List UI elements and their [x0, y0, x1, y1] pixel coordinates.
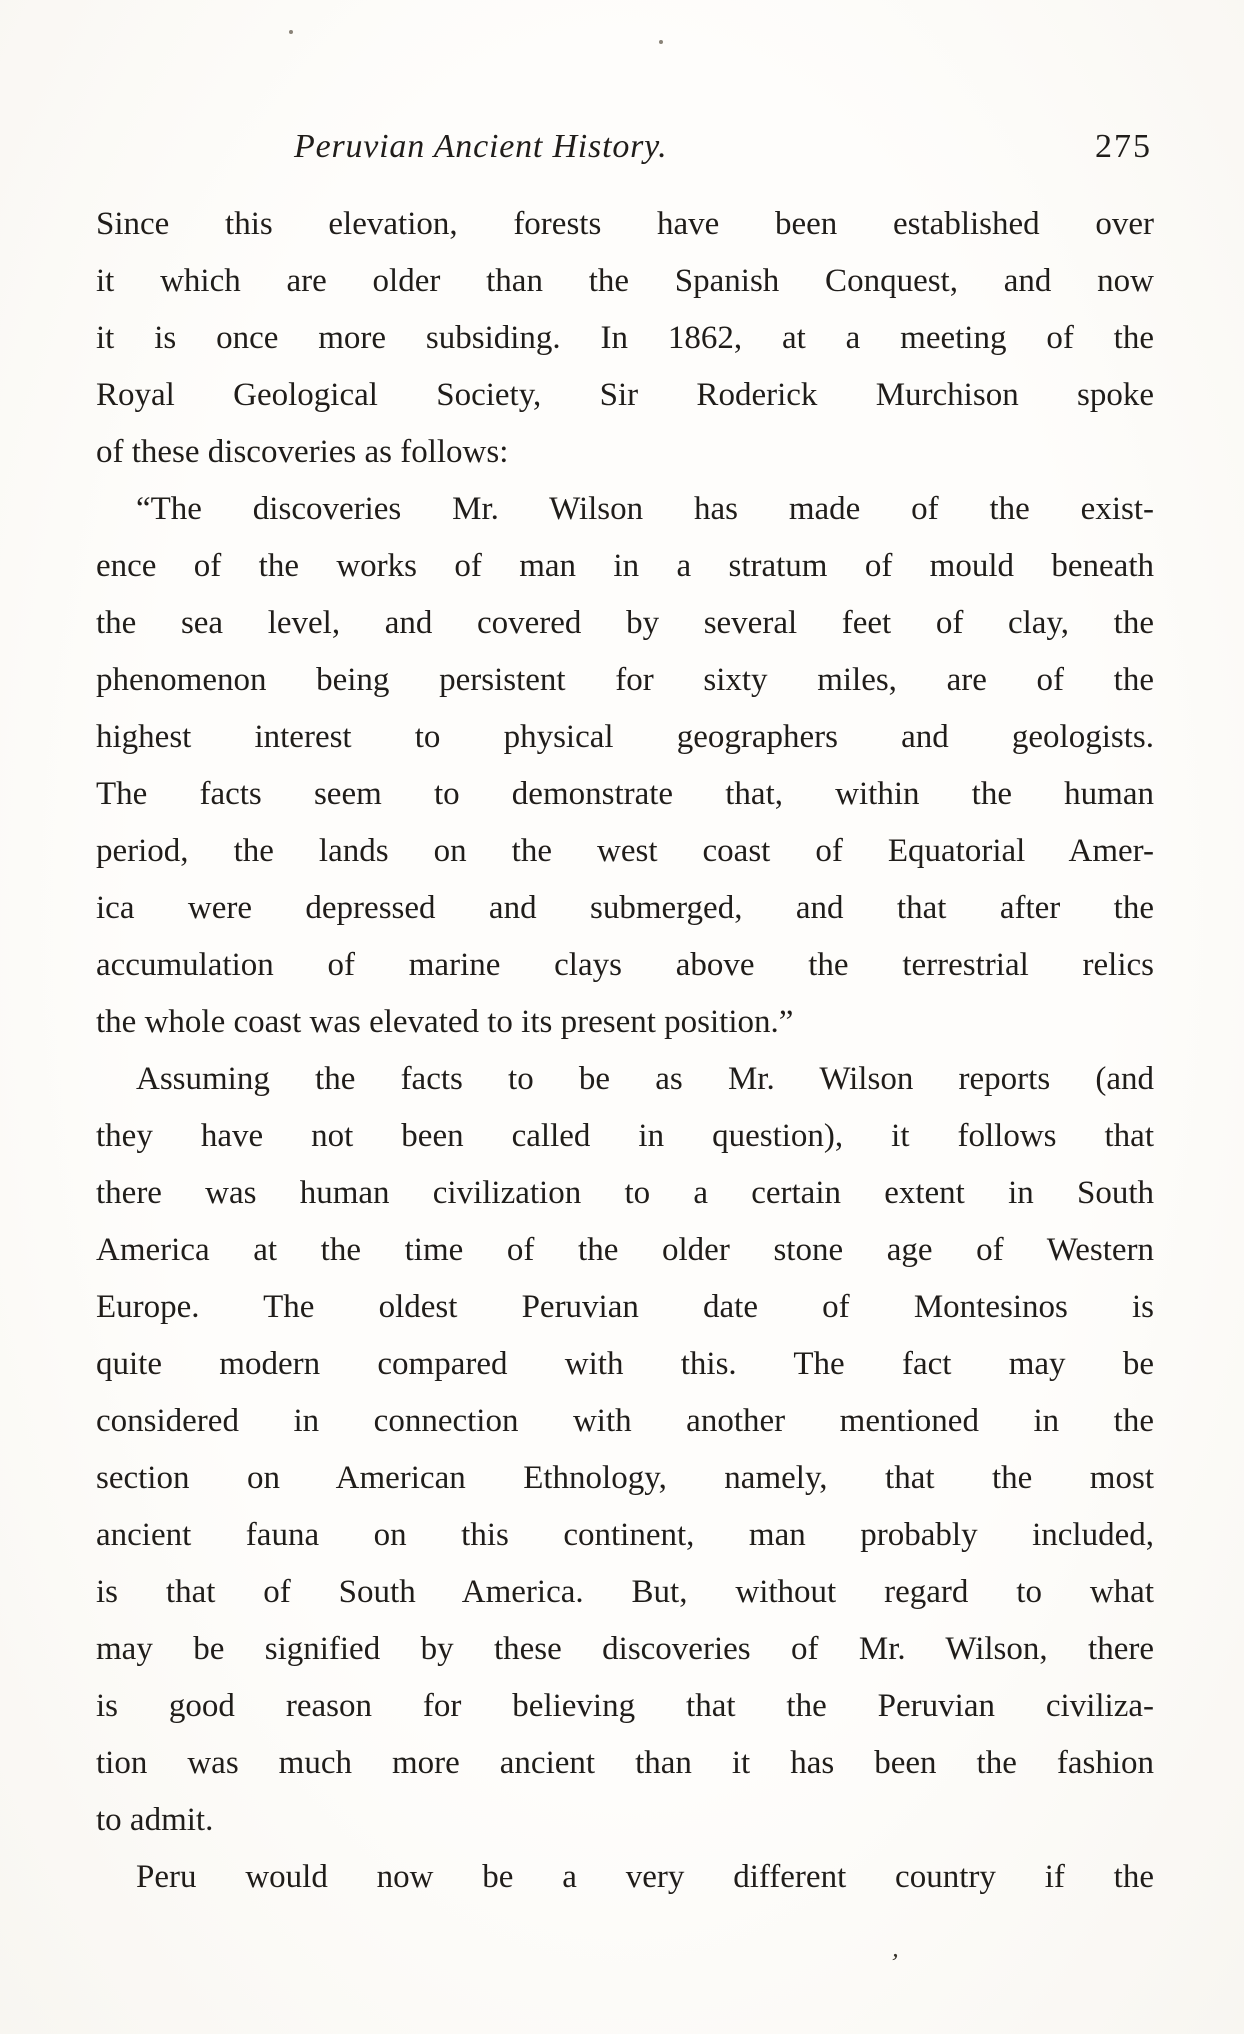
- text-line: Peru would now be a very different country if the: [136, 1859, 1154, 1895]
- text-line: quite modern compared with this. The fact may be: [96, 1346, 1154, 1382]
- text-line: may be signified by these discoveries of Mr. Wilson, there: [96, 1631, 1154, 1667]
- text-line: ica were depressed and submerged, and that after the: [96, 890, 1154, 926]
- text-line: is that of South America. But, without regard to what: [96, 1574, 1154, 1610]
- text-line: section on American Ethnology, namely, that the most: [96, 1460, 1154, 1496]
- paragraph: [96, 196, 1154, 481]
- paragraph: [96, 1051, 1154, 1849]
- paragraph: [96, 481, 1154, 1051]
- text-line: Since this elevation, forests have been established over: [96, 206, 1154, 242]
- text-line: highest interest to physical geographers and geologists.: [96, 719, 1154, 755]
- speck: [659, 40, 663, 44]
- text-line: is good reason for believing that the Peruvian civiliza-: [96, 1688, 1154, 1724]
- text-line: accumulation of marine clays above the terrestrial relics: [96, 947, 1154, 983]
- text-line: Royal Geological Society, Sir Roderick Murchison spoke: [96, 377, 1154, 413]
- text-line: Assuming the facts to be as Mr. Wilson reports (and: [136, 1061, 1154, 1097]
- running-header: [96, 128, 1154, 188]
- ink-mark: ʼ: [888, 1947, 901, 1978]
- text-line: America at the time of the older stone age of Western: [96, 1232, 1154, 1268]
- text-line: tion was much more ancient than it has been the fashion: [96, 1745, 1154, 1781]
- text-line: of these discoveries as follows:: [96, 434, 509, 470]
- paragraph: [96, 1849, 1154, 1906]
- speck: [289, 30, 293, 34]
- text-line: ence of the works of man in a stratum of mould beneath: [96, 548, 1154, 584]
- text-line: ancient fauna on this continent, man probably included,: [96, 1517, 1154, 1553]
- text-body: [96, 196, 1154, 1906]
- text-line: it is once more subsiding. In 1862, at a meeting of the: [96, 320, 1154, 356]
- text-line: the sea level, and covered by several feet of clay, the: [96, 605, 1154, 641]
- text-line: the whole coast was elevated to its present position.”: [96, 1004, 794, 1040]
- page-number: 275: [1095, 128, 1152, 165]
- text-line: it which are older than the Spanish Conquest, and now: [96, 263, 1154, 299]
- text-line: there was human civilization to a certain extent in South: [96, 1175, 1154, 1211]
- page-title: Peruvian Ancient History.: [294, 128, 668, 165]
- text-line: to admit.: [96, 1802, 214, 1838]
- text-line: The facts seem to demonstrate that, within the human: [96, 776, 1154, 812]
- text-line: phenomenon being persistent for sixty miles, are of the: [96, 662, 1154, 698]
- text-line: considered in connection with another mentioned in the: [96, 1403, 1154, 1439]
- text-line: Europe. The oldest Peruvian date of Montesinos is: [96, 1289, 1154, 1325]
- text-line: they have not been called in question), it follows that: [96, 1118, 1154, 1154]
- text-line: period, the lands on the west coast of Equatorial Amer-: [96, 833, 1154, 869]
- page-content: [96, 128, 1154, 1906]
- text-line: “The discoveries Mr. Wilson has made of the exist-: [136, 491, 1154, 527]
